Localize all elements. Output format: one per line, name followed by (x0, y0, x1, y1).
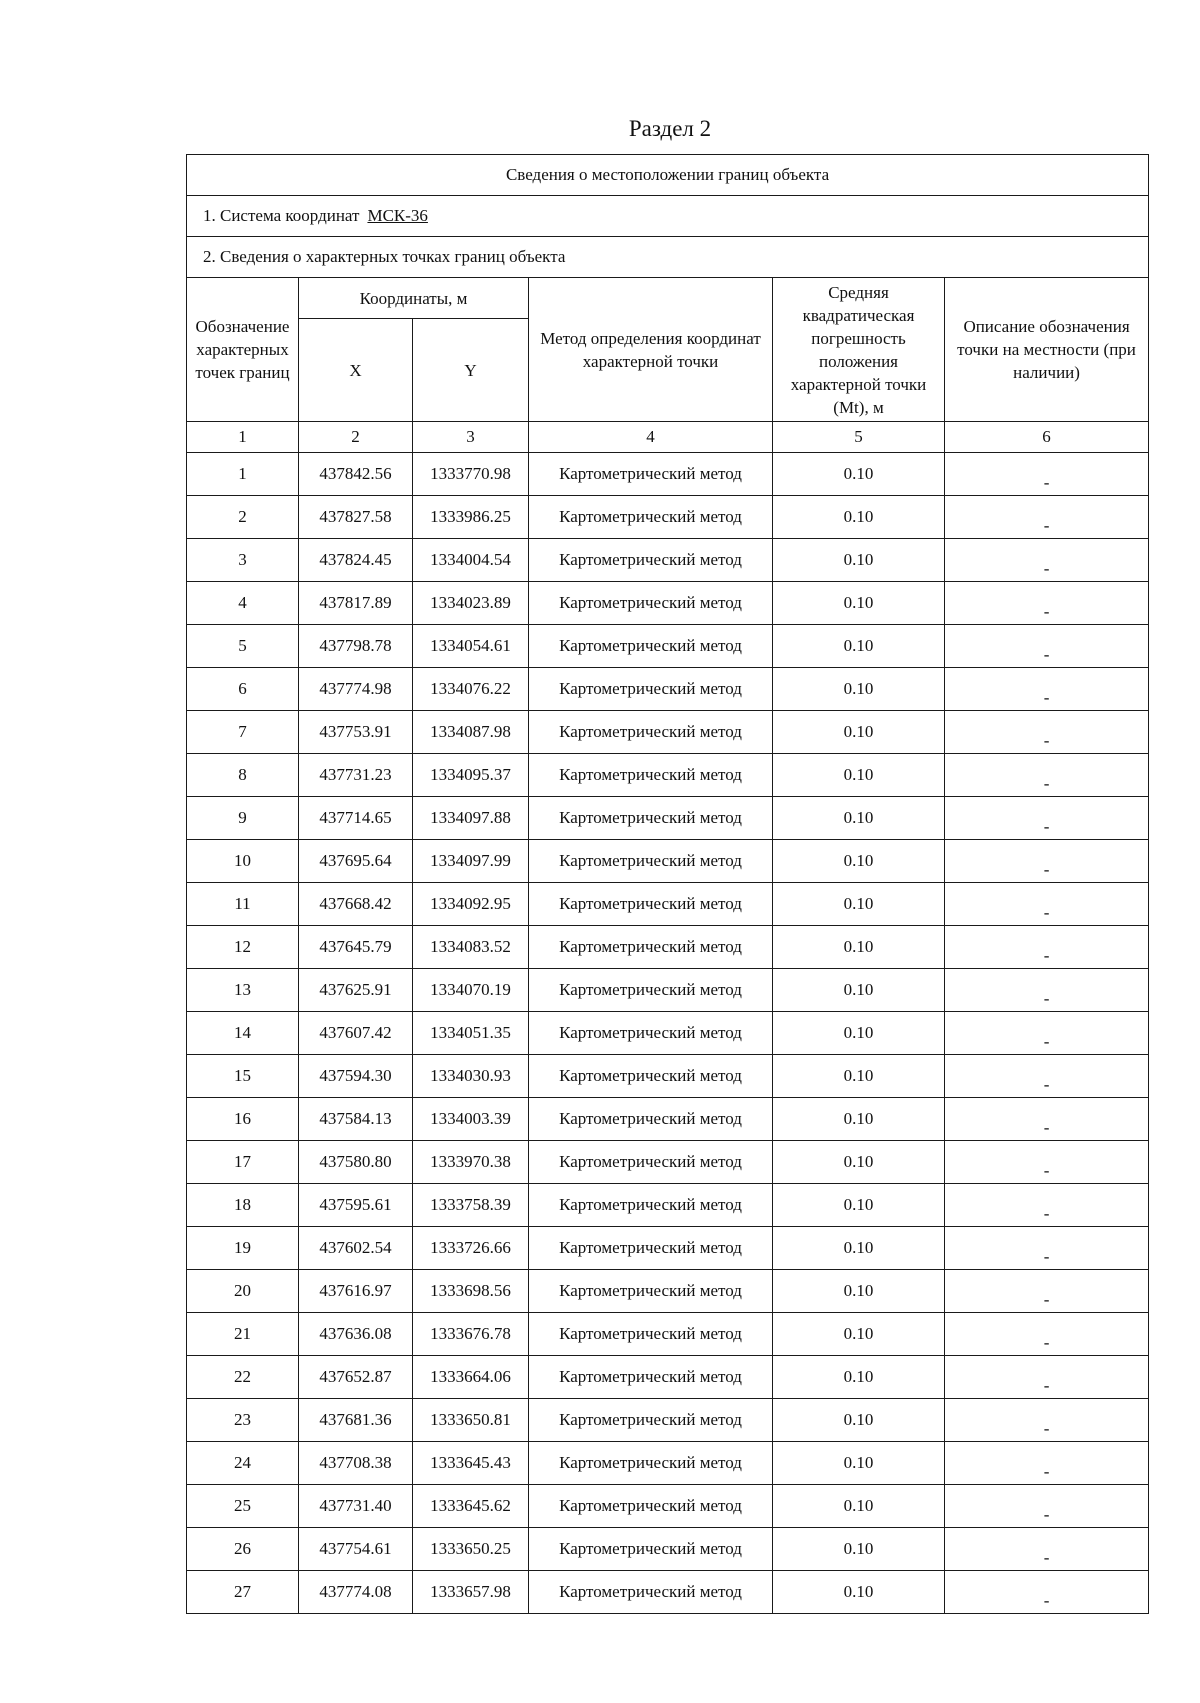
point-number-cell: 2 (187, 496, 299, 539)
point-number-cell: 3 (187, 539, 299, 582)
mean-error-cell: 0.10 (773, 625, 945, 668)
point-number-cell: 22 (187, 1356, 299, 1399)
header-x: X (299, 319, 413, 422)
coord-x-cell: 437584.13 (299, 1098, 413, 1141)
table-row (187, 883, 1149, 926)
mean-error-cell: 0.10 (773, 1012, 945, 1055)
description-cell: - (945, 453, 1149, 496)
method-cell: Картометрический метод (529, 1098, 773, 1141)
point-number-cell: 9 (187, 797, 299, 840)
description-cell: - (945, 883, 1149, 926)
description-cell: - (945, 754, 1149, 797)
coord-x-cell: 437714.65 (299, 797, 413, 840)
mean-error-cell: 0.10 (773, 1442, 945, 1485)
point-number-cell: 13 (187, 969, 299, 1012)
coord-y-cell: 1334097.88 (413, 797, 529, 840)
coord-x-cell: 437681.36 (299, 1399, 413, 1442)
method-cell: Картометрический метод (529, 1270, 773, 1313)
point-number-cell: 14 (187, 1012, 299, 1055)
description-cell: - (945, 711, 1149, 754)
mean-error-cell: 0.10 (773, 754, 945, 797)
mean-error-cell: 0.10 (773, 539, 945, 582)
table-row (187, 711, 1149, 754)
coord-x-cell: 437753.91 (299, 711, 413, 754)
description-cell: - (945, 1442, 1149, 1485)
table-row (187, 1012, 1149, 1055)
coord-y-cell: 1334004.54 (413, 539, 529, 582)
method-cell: Картометрический метод (529, 1055, 773, 1098)
point-number-cell: 25 (187, 1485, 299, 1528)
column-number: 6 (945, 422, 1149, 453)
method-cell: Картометрический метод (529, 539, 773, 582)
method-cell: Картометрический метод (529, 1356, 773, 1399)
description-cell: - (945, 539, 1149, 582)
mean-error-cell: 0.10 (773, 1399, 945, 1442)
table-title-row (187, 155, 1149, 196)
coord-y-cell: 1333676.78 (413, 1313, 529, 1356)
method-cell: Картометрический метод (529, 668, 773, 711)
table-row (187, 453, 1149, 496)
method-cell: Картометрический метод (529, 1399, 773, 1442)
mean-error-cell: 0.10 (773, 1313, 945, 1356)
coord-x-cell: 437817.89 (299, 582, 413, 625)
mean-error-cell: 0.10 (773, 711, 945, 754)
coord-x-cell: 437652.87 (299, 1356, 413, 1399)
point-number-cell: 7 (187, 711, 299, 754)
mean-error-cell: 0.10 (773, 1528, 945, 1571)
point-number-cell: 6 (187, 668, 299, 711)
coord-y-cell: 1333726.66 (413, 1227, 529, 1270)
column-number: 5 (773, 422, 945, 453)
table-row (187, 797, 1149, 840)
description-cell: - (945, 1227, 1149, 1270)
point-number-cell: 16 (187, 1098, 299, 1141)
description-cell: - (945, 1313, 1149, 1356)
method-cell: Картометрический метод (529, 883, 773, 926)
points-title: 2. Сведения о характерных точках границ объекта (187, 237, 1149, 278)
boundary-points-table (186, 154, 1149, 1614)
mean-error-cell: 0.10 (773, 883, 945, 926)
coord-y-cell: 1334083.52 (413, 926, 529, 969)
point-number-cell: 23 (187, 1399, 299, 1442)
table-body (187, 453, 1149, 1614)
coord-x-cell: 437731.23 (299, 754, 413, 797)
coord-x-cell: 437645.79 (299, 926, 413, 969)
description-cell: - (945, 496, 1149, 539)
coord-y-cell: 1333770.98 (413, 453, 529, 496)
coord-x-cell: 437827.58 (299, 496, 413, 539)
method-cell: Картометрический метод (529, 1528, 773, 1571)
point-number-cell: 15 (187, 1055, 299, 1098)
coord-y-cell: 1334092.95 (413, 883, 529, 926)
mean-error-cell: 0.10 (773, 1227, 945, 1270)
coord-y-cell: 1334070.19 (413, 969, 529, 1012)
point-number-cell: 1 (187, 453, 299, 496)
coord-x-cell: 437708.38 (299, 1442, 413, 1485)
coord-x-cell: 437842.56 (299, 453, 413, 496)
table-row (187, 582, 1149, 625)
table-row (187, 969, 1149, 1012)
description-cell: - (945, 1012, 1149, 1055)
coord-x-cell: 437636.08 (299, 1313, 413, 1356)
coord-y-cell: 1334003.39 (413, 1098, 529, 1141)
description-cell: - (945, 1571, 1149, 1614)
method-cell: Картометрический метод (529, 1442, 773, 1485)
mean-error-cell: 0.10 (773, 1270, 945, 1313)
mean-error-cell: 0.10 (773, 969, 945, 1012)
description-cell: - (945, 668, 1149, 711)
mean-error-cell: 0.10 (773, 582, 945, 625)
method-cell: Картометрический метод (529, 1227, 773, 1270)
mean-error-cell: 0.10 (773, 840, 945, 883)
method-cell: Картометрический метод (529, 582, 773, 625)
method-cell: Картометрический метод (529, 453, 773, 496)
table-row (187, 840, 1149, 883)
method-cell: Картометрический метод (529, 926, 773, 969)
table-row (187, 1313, 1149, 1356)
coord-y-cell: 1333986.25 (413, 496, 529, 539)
coord-y-cell: 1333664.06 (413, 1356, 529, 1399)
table-row (187, 1098, 1149, 1141)
header-error: Средняя квадратическая погрешность положения характерной точки (Mt), м (773, 278, 945, 422)
point-number-cell: 12 (187, 926, 299, 969)
point-number-cell: 24 (187, 1442, 299, 1485)
table-row (187, 1356, 1149, 1399)
method-cell: Картометрический метод (529, 1184, 773, 1227)
coord-y-cell: 1334095.37 (413, 754, 529, 797)
description-cell: - (945, 1098, 1149, 1141)
header-description: Описание обозначения точки на местности (при наличии) (945, 278, 1149, 422)
method-cell: Картометрический метод (529, 969, 773, 1012)
mean-error-cell: 0.10 (773, 1356, 945, 1399)
point-number-cell: 20 (187, 1270, 299, 1313)
coord-y-cell: 1334030.93 (413, 1055, 529, 1098)
coord-x-cell: 437731.40 (299, 1485, 413, 1528)
coord-x-cell: 437668.42 (299, 883, 413, 926)
description-cell: - (945, 1485, 1149, 1528)
mean-error-cell: 0.10 (773, 1184, 945, 1227)
coord-y-cell: 1333650.25 (413, 1528, 529, 1571)
table-row (187, 625, 1149, 668)
coord-x-cell: 437602.54 (299, 1227, 413, 1270)
description-cell: - (945, 1141, 1149, 1184)
method-cell: Картометрический метод (529, 754, 773, 797)
coord-x-cell: 437754.61 (299, 1528, 413, 1571)
method-cell: Картометрический метод (529, 711, 773, 754)
coord-x-cell: 437824.45 (299, 539, 413, 582)
table-row (187, 926, 1149, 969)
description-cell: - (945, 840, 1149, 883)
mean-error-cell: 0.10 (773, 1055, 945, 1098)
crs-row (187, 196, 1149, 237)
method-cell: Картометрический метод (529, 1012, 773, 1055)
header-designation: Обозначение характерных точек границ (187, 278, 299, 422)
point-number-cell: 5 (187, 625, 299, 668)
coord-y-cell: 1333970.38 (413, 1141, 529, 1184)
coord-x-cell: 437594.30 (299, 1055, 413, 1098)
method-cell: Картометрический метод (529, 496, 773, 539)
mean-error-cell: 0.10 (773, 496, 945, 539)
method-cell: Картометрический метод (529, 1313, 773, 1356)
table-row (187, 1442, 1149, 1485)
coord-y-cell: 1333698.56 (413, 1270, 529, 1313)
table-row (187, 1399, 1149, 1442)
table-row (187, 1485, 1149, 1528)
coord-y-cell: 1333645.43 (413, 1442, 529, 1485)
coord-y-cell: 1334051.35 (413, 1012, 529, 1055)
mean-error-cell: 0.10 (773, 1485, 945, 1528)
coord-x-cell: 437774.98 (299, 668, 413, 711)
header-y: Y (413, 319, 529, 422)
mean-error-cell: 0.10 (773, 1571, 945, 1614)
point-number-cell: 26 (187, 1528, 299, 1571)
point-number-cell: 19 (187, 1227, 299, 1270)
description-cell: - (945, 625, 1149, 668)
mean-error-cell: 0.10 (773, 453, 945, 496)
coord-x-cell: 437798.78 (299, 625, 413, 668)
table-row (187, 1270, 1149, 1313)
mean-error-cell: 0.10 (773, 926, 945, 969)
description-cell: - (945, 1184, 1149, 1227)
coord-x-cell: 437774.08 (299, 1571, 413, 1614)
coord-x-cell: 437616.97 (299, 1270, 413, 1313)
description-cell: - (945, 1356, 1149, 1399)
column-number: 1 (187, 422, 299, 453)
crs-value: МСК-36 (367, 206, 428, 225)
table-row (187, 539, 1149, 582)
coord-x-cell: 437580.80 (299, 1141, 413, 1184)
mean-error-cell: 0.10 (773, 797, 945, 840)
header-method: Метод определения координат характерной точки (529, 278, 773, 422)
coord-y-cell: 1333650.81 (413, 1399, 529, 1442)
point-number-cell: 18 (187, 1184, 299, 1227)
description-cell: - (945, 969, 1149, 1012)
coord-y-cell: 1333758.39 (413, 1184, 529, 1227)
column-number: 3 (413, 422, 529, 453)
point-number-cell: 10 (187, 840, 299, 883)
table-row (187, 668, 1149, 711)
method-cell: Картометрический метод (529, 625, 773, 668)
point-number-cell: 8 (187, 754, 299, 797)
point-number-cell: 4 (187, 582, 299, 625)
table-row (187, 1141, 1149, 1184)
description-cell: - (945, 1528, 1149, 1571)
table-row (187, 754, 1149, 797)
method-cell: Картометрический метод (529, 1571, 773, 1614)
description-cell: - (945, 1399, 1149, 1442)
coord-y-cell: 1334087.98 (413, 711, 529, 754)
table-row (187, 1528, 1149, 1571)
mean-error-cell: 0.10 (773, 668, 945, 711)
description-cell: - (945, 926, 1149, 969)
point-number-cell: 27 (187, 1571, 299, 1614)
method-cell: Картометрический метод (529, 797, 773, 840)
coord-y-cell: 1334076.22 (413, 668, 529, 711)
coord-x-cell: 437595.61 (299, 1184, 413, 1227)
coord-x-cell: 437607.42 (299, 1012, 413, 1055)
column-number: 2 (299, 422, 413, 453)
table-row (187, 1055, 1149, 1098)
header-coordinates: Координаты, м (299, 278, 529, 319)
crs-label: 1. Система координат (203, 206, 360, 225)
table-row (187, 1571, 1149, 1614)
coord-x-cell: 437695.64 (299, 840, 413, 883)
section-title: Раздел 2 (628, 116, 712, 141)
mean-error-cell: 0.10 (773, 1098, 945, 1141)
table-row (187, 496, 1149, 539)
header-row-1 (187, 278, 1149, 319)
coord-y-cell: 1334097.99 (413, 840, 529, 883)
coord-y-cell: 1333645.62 (413, 1485, 529, 1528)
description-cell: - (945, 582, 1149, 625)
table-title: Сведения о местоположении границ объекта (187, 155, 1149, 196)
coord-y-cell: 1334023.89 (413, 582, 529, 625)
coord-y-cell: 1334054.61 (413, 625, 529, 668)
coord-x-cell: 437625.91 (299, 969, 413, 1012)
point-number-cell: 11 (187, 883, 299, 926)
description-cell: - (945, 1270, 1149, 1313)
column-number: 4 (529, 422, 773, 453)
column-numbers-row (187, 422, 1149, 453)
description-cell: - (945, 797, 1149, 840)
method-cell: Картометрический метод (529, 840, 773, 883)
coord-y-cell: 1333657.98 (413, 1571, 529, 1614)
description-cell: - (945, 1055, 1149, 1098)
method-cell: Картометрический метод (529, 1141, 773, 1184)
method-cell: Картометрический метод (529, 1485, 773, 1528)
points-title-row (187, 237, 1149, 278)
table-row (187, 1184, 1149, 1227)
mean-error-cell: 0.10 (773, 1141, 945, 1184)
table-row (187, 1227, 1149, 1270)
point-number-cell: 21 (187, 1313, 299, 1356)
point-number-cell: 17 (187, 1141, 299, 1184)
